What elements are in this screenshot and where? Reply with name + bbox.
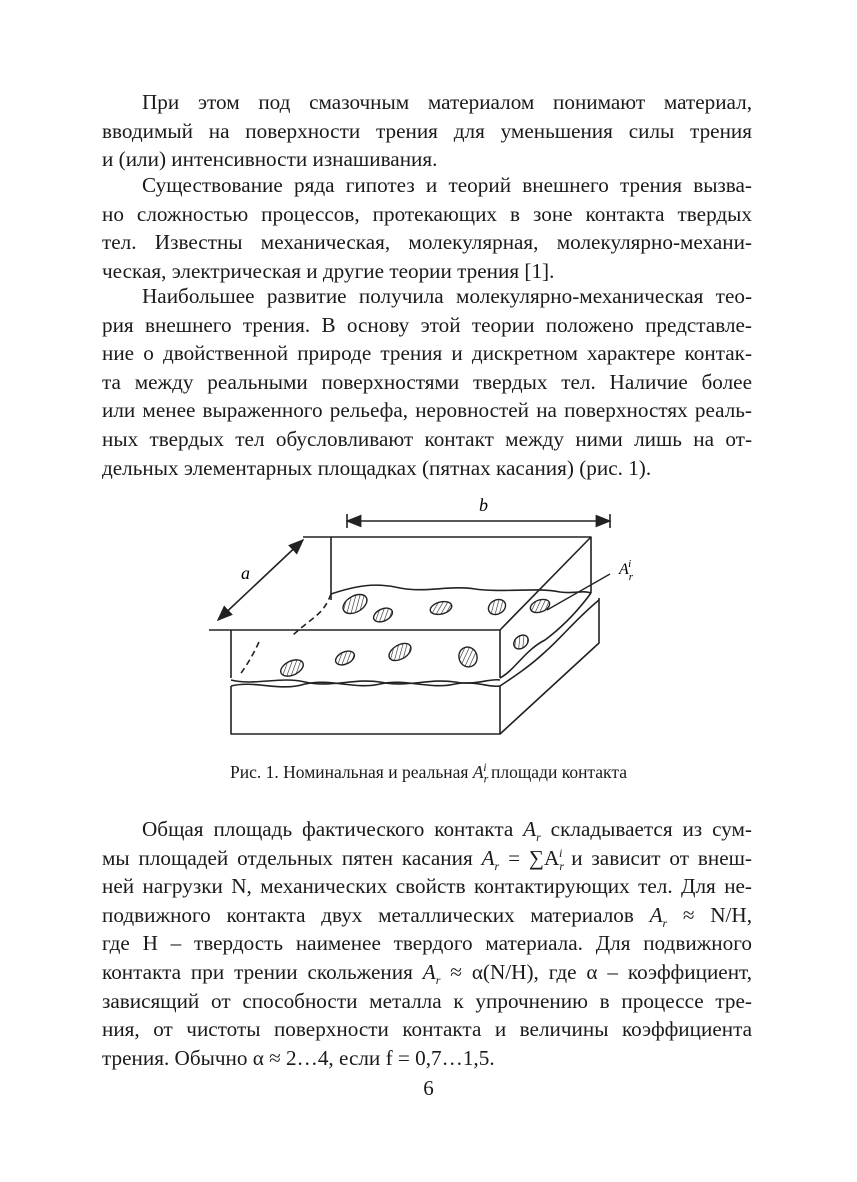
paragraph-actual-area	[102, 815, 752, 1072]
contact-spot	[429, 599, 453, 616]
contact-spot	[529, 597, 552, 615]
upper-surface-wavy	[331, 585, 591, 594]
hidden-edge-top	[293, 594, 331, 635]
text-line: тел. Известны механическая, молекулярная, молекулярно-механи-	[102, 230, 752, 255]
text-line: Существование ряда гипотез и теорий внешнего трения вызва-	[142, 173, 752, 197]
paragraph-molecular-theory	[102, 282, 752, 482]
text-line: дельных элементарных площадках (пятнах касания) (рис. 1).	[102, 455, 652, 480]
text-line: вводимый на поверхности трения для уменьшения силы трения	[102, 118, 752, 143]
contact-spot	[386, 640, 414, 664]
text-line: ние о двойственной природе трения и дискретном характере контак-	[102, 341, 752, 366]
text-line: где H – твердость наименее твердого материала. Для подвижного	[102, 931, 752, 956]
text-line: или менее выраженного рельефа, неровностей на поверхностях реаль-	[102, 398, 752, 423]
text-line: Наибольшее развитие получила молекулярно-механическая тео-	[142, 284, 752, 308]
contact-spot	[333, 648, 356, 667]
label-b: b	[479, 495, 488, 515]
upper-block-top-front	[231, 537, 591, 630]
text-line: но сложностью процессов, протекающих в зоне контакта твердых	[102, 201, 752, 226]
contact-wave-front-2	[231, 680, 500, 684]
contact-spots	[278, 591, 551, 680]
lower-block-front	[231, 686, 500, 734]
text-line: подвижного контакта двух металлических материалов $A_r \approx N/H$,	[102, 902, 752, 931]
text-line: Общая площадь фактического контакта $A_r$ складывается из сум-	[142, 817, 752, 845]
dimension-a-line	[218, 540, 303, 620]
contact-spot	[456, 645, 480, 670]
text-line: зависящий от способности металла к упрочнению в процессе тре-	[102, 988, 752, 1013]
text-line: та между реальными поверхностями твердых тел. Наличие более	[102, 369, 752, 394]
label-Ar-i: $A_ri$	[619, 558, 634, 583]
paragraph-hypotheses	[102, 171, 752, 285]
contact-spot	[511, 632, 531, 651]
page-number: 6	[423, 1076, 434, 1100]
hidden-edge-bottom	[239, 642, 259, 676]
text-line: ней нагрузки N, механических свойств контактирующих тел. Для не-	[102, 874, 752, 899]
text-line: При этом под смазочным материалом понимают материал,	[142, 90, 752, 114]
text-line: рия внешнего трения. В основу этой теории положено представле-	[102, 312, 752, 337]
text-line: мы площадей отдельных пятен касания $A_r = \sum A_r^i$ и зависит от внеш-	[102, 845, 752, 873]
text-line: ния, от чистоты поверхности контакта и величины коэффициента	[102, 1017, 752, 1042]
text-line: трения. Обычно α ≈ 2…4, если f = 0,7…1,5.	[102, 1045, 495, 1070]
contact-spot	[371, 605, 394, 624]
paragraph-lubricant	[102, 88, 752, 174]
text-line: ных твердых тел обусловливают контакт между ними лишь на от-	[102, 426, 752, 451]
contact-area-figure	[195, 490, 635, 752]
label-a: a	[241, 563, 250, 583]
contact-spot	[486, 596, 509, 617]
text-line: ческая, электрическая и другие теории трения [1].	[102, 258, 555, 283]
contact-spot	[278, 657, 306, 680]
text-line: контакта при трении скольжения $A_r \approx \alpha(N/H)$, где α – коэффициент,	[102, 959, 753, 988]
text-line: и (или) интенсивности изнашивания.	[102, 147, 438, 172]
figure-caption: Рис. 1. Номинальная и реальная $A_r^i$ площади контакта	[230, 760, 627, 786]
contact-spot	[340, 591, 371, 618]
